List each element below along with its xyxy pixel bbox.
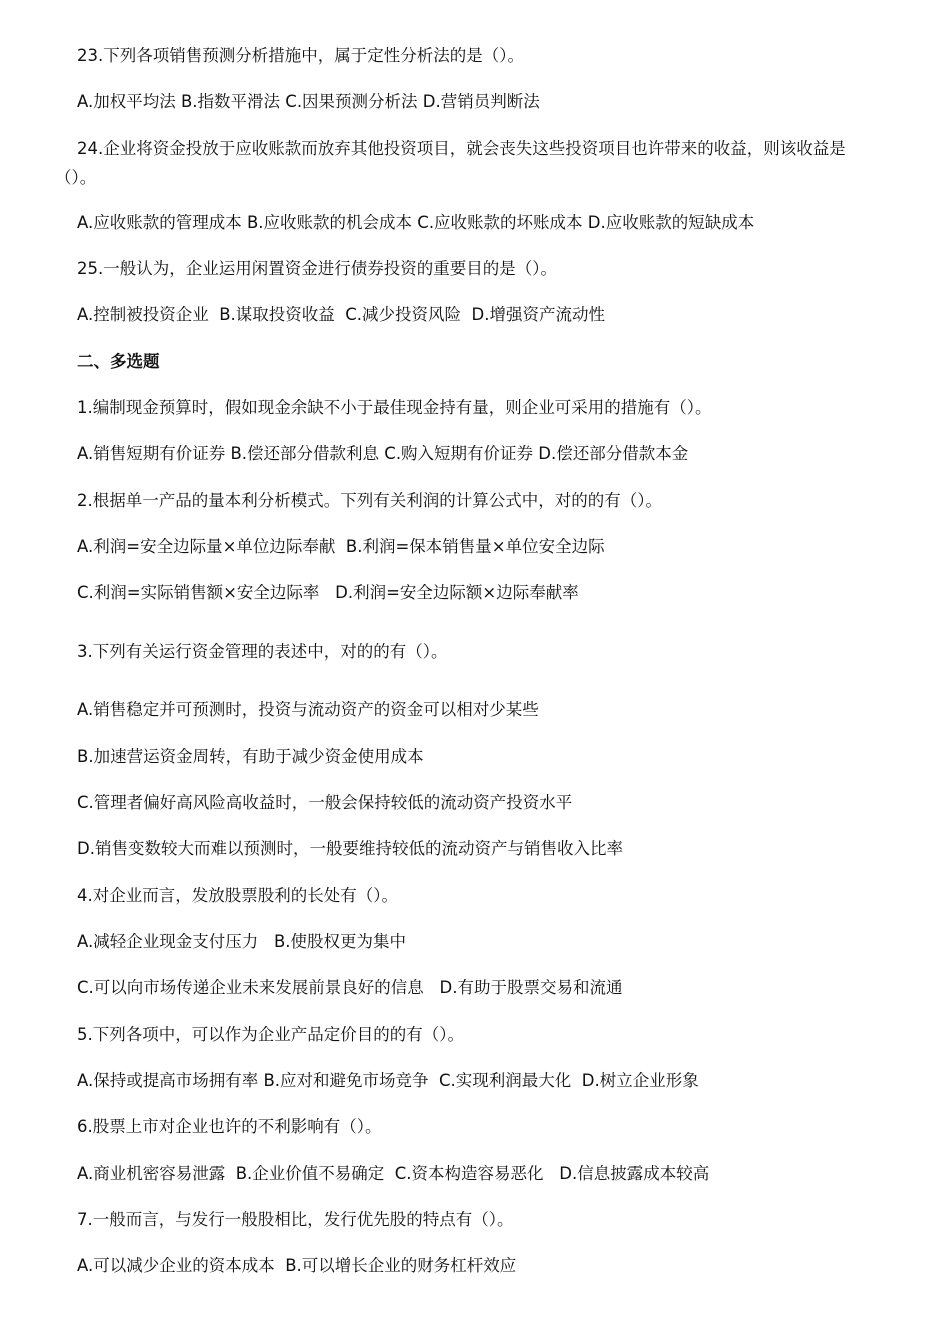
mc-question-1: 1.编制现金预算时，假如现金余缺不小于最佳现金持有量，则企业可采用的措施有（）。	[77, 398, 712, 417]
mc-question-7: 7.一般而言，与发行一般股相比，发行优先股的特点有（）。	[77, 1210, 514, 1229]
question-23-options: A.加权平均法 B.指数平滑法 C.因果预测分析法 D.营销员判断法	[77, 92, 540, 111]
mc-question-4-options-ab: A.减轻企业现金支付压力 B.使股权更为集中	[77, 932, 407, 951]
mc-question-3-option-a: A.销售稳定并可预测时，投资与流动资产的资金可以相对少某些	[77, 700, 539, 719]
mc-question-3-option-b: B.加速营运资金周转，有助于减少资金使用成本	[77, 747, 424, 766]
mc-question-1-options: A.销售短期有价证券 B.偿还部分借款利息 C.购入短期有价证券 D.偿还部分借款本金	[77, 444, 689, 463]
question-24-options: A.应收账款的管理成本 B.应收账款的机会成本 C.应收账款的坏账成本 D.应收账款的短缺成本	[77, 213, 755, 232]
question-25-options: A.控制被投资企业 B.谋取投资收益 C.减少投资风险 D.增强资产流动性	[77, 305, 605, 324]
mc-question-5: 5.下列各项中，可以作为企业产品定价目的的有（）。	[77, 1025, 464, 1044]
mc-question-7-options: A.可以减少企业的资本成本 B.可以增长企业的财务杠杆效应	[77, 1256, 517, 1275]
mc-question-6-options: A.商业机密容易泄露 B.企业价值不易确定 C.资本构造容易恶化 D.信息披露成本较高	[77, 1164, 710, 1183]
mc-question-3-option-c: C.管理者偏好高风险高收益时，一般会保持较低的流动资产投资水平	[77, 793, 573, 812]
mc-question-3: 3.下列有关运行资金管理的表述中，对的的有（）。	[77, 642, 448, 661]
question-25: 25.一般认为，企业运用闲置资金进行债券投资的重要目的是（）。	[77, 259, 557, 278]
mc-question-6: 6.股票上市对企业也许的不利影响有（）。	[77, 1117, 382, 1136]
mc-question-3-option-d: D.销售变数较大而难以预测时，一般要维持较低的流动资产与销售收入比率	[77, 839, 623, 858]
mc-question-5-options: A.保持或提高市场拥有率 B.应对和避免市场竞争 C.实现利润最大化 D.树立企业形象	[77, 1071, 699, 1090]
mc-question-4-options-cd: C.可以向市场传递企业未来发展前景良好的信息 D.有助于股票交易和流通	[77, 978, 623, 997]
mc-question-2-options-cd: C.利润=实际销售额×安全边际率 D.利润=安全边际额×边际奉献率	[77, 583, 579, 602]
question-24-continued: （）。	[55, 168, 97, 187]
question-24: 24.企业将资金投放于应收账款而放弃其他投资项目，就会丧失这些投资项目也许带来的收益，则该收益是	[77, 139, 846, 158]
section-heading-multiple-choice: 二、多选题	[77, 352, 160, 371]
mc-question-2-options-ab: A.利润=安全边际量×单位边际奉献 B.利润=保本销售量×单位安全边际	[77, 537, 605, 556]
question-23: 23.下列各项销售预测分析措施中，属于定性分析法的是（）。	[77, 46, 524, 65]
mc-question-4: 4.对企业而言，发放股票股利的长处有（）。	[77, 886, 398, 905]
mc-question-2: 2.根据单一产品的量本利分析模式。下列有关利润的计算公式中，对的的有（）。	[77, 491, 662, 510]
